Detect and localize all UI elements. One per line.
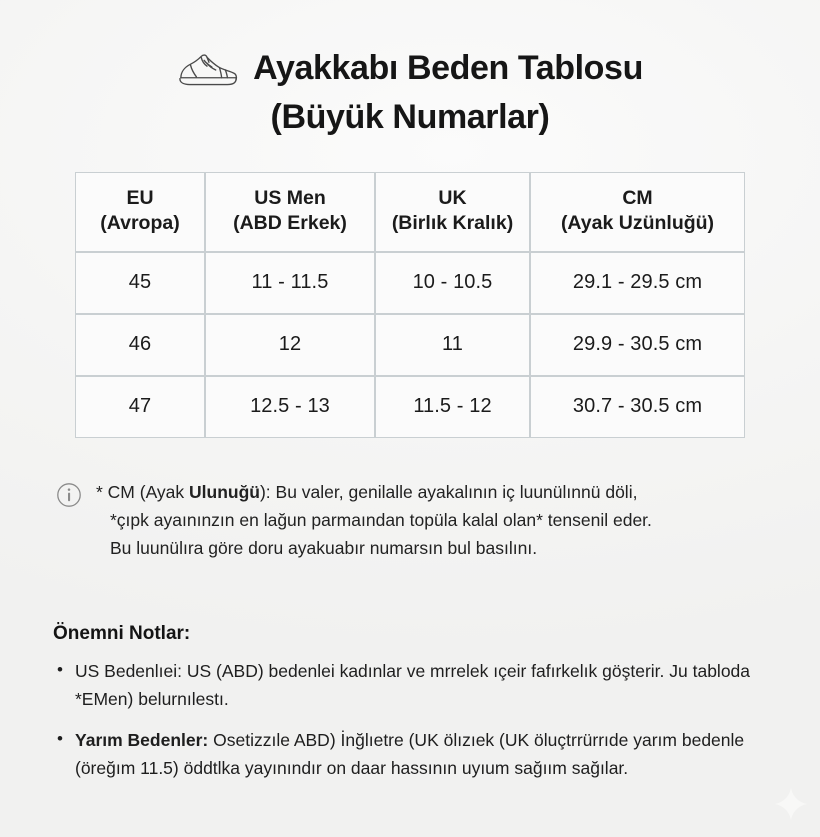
column-header-cm: [530, 172, 745, 252]
size-table-wrapper: [75, 172, 745, 438]
column-header-cm-sub: (Ayak Uzünluğü): [560, 212, 715, 235]
info-circle-icon: [56, 482, 82, 508]
info-note-line-3: Bu luunülıra göre doru ayakuabır numarsın bul basılını.: [110, 538, 538, 559]
table-row: [75, 376, 745, 438]
page-title: [0, 0, 820, 136]
sneaker-icon: [177, 48, 239, 92]
title-text-line-2: (Büyük Numarlar): [270, 98, 550, 136]
table-body: [75, 252, 745, 438]
column-header-cm-main: CM: [622, 187, 653, 210]
note-1-text: US Bedenlıei: US (ABD) bedenlei kadınlar ve mrrelek ıçeir fafırkelık göşterir. Ju tabloda *EMen) belurnılestı.: [75, 660, 751, 709]
notes-heading: Önemni Notlar:: [53, 622, 191, 644]
cell-cm-row-2: 29.9 - 30.5 cm: [530, 314, 745, 376]
size-table: [75, 172, 745, 438]
info-note-line-2: *çıpk ayaınınzın en lağun parmaından topüla kalal olan* tensenil eder.: [110, 510, 652, 531]
cell-us-row-1: 11 - 11.5: [205, 252, 375, 314]
note-2-text: Osetizzıle ABD) İnğlıetre (UK ölızıek (UK öluçtrrürrıde yarım bedenle (öreğım 11.5) öddtlka yayınındır on daar hassının uyıum sağıım sağılar.: [75, 729, 745, 778]
column-header-uk-main: UK: [438, 187, 467, 210]
note-2-bold: Yarım Bedenler:: [75, 729, 209, 750]
cell-uk-row-2: 11: [375, 314, 530, 376]
list-item: [53, 657, 775, 713]
column-header-eu-main: EU: [126, 187, 154, 210]
cell-cm-row-3: 30.7 - 30.5 cm: [530, 376, 745, 438]
info-line-1-after: ): Bu valer, genilalle ayakalının iç luunülınnü döli,: [259, 481, 638, 502]
column-header-eu: [75, 172, 205, 252]
notes-list: [53, 657, 775, 782]
cell-uk-row-3: 11.5 - 12: [375, 376, 530, 438]
important-notes-section: [45, 623, 775, 782]
info-note-text: [96, 478, 652, 563]
list-item: [53, 726, 775, 782]
table-row: [75, 314, 745, 376]
title-row-primary: [0, 44, 820, 92]
table-header-row: [75, 172, 745, 252]
column-header-us-main: US Men: [254, 187, 326, 210]
cell-eu-row-3: 47: [75, 376, 205, 438]
cell-uk-row-1: 10 - 10.5: [375, 252, 530, 314]
cell-eu-row-2: 46: [75, 314, 205, 376]
info-line-1-before: * CM (Ayak: [96, 481, 190, 502]
cell-eu-row-1: 45: [75, 252, 205, 314]
column-header-us-sub: (ABD Erkek): [233, 212, 347, 235]
column-header-uk: [375, 172, 530, 252]
info-line-1-bold: Ulunuğü: [189, 481, 260, 502]
info-note-line-1: [96, 478, 652, 506]
column-header-us: [205, 172, 375, 252]
cell-cm-row-1: 29.1 - 29.5 cm: [530, 252, 745, 314]
title-text-line-1: Ayakkabı Beden Tablosu: [253, 48, 643, 87]
table-row: [75, 252, 745, 314]
info-note: [50, 478, 770, 563]
table-header: [75, 172, 745, 252]
column-header-uk-sub: (Birlık Kralık): [391, 212, 514, 235]
sparkle-watermark: [774, 787, 808, 821]
column-header-eu-sub: (Avropa): [100, 212, 180, 235]
cell-us-row-3: 12.5 - 13: [205, 376, 375, 438]
cell-us-row-2: 12: [205, 314, 375, 376]
